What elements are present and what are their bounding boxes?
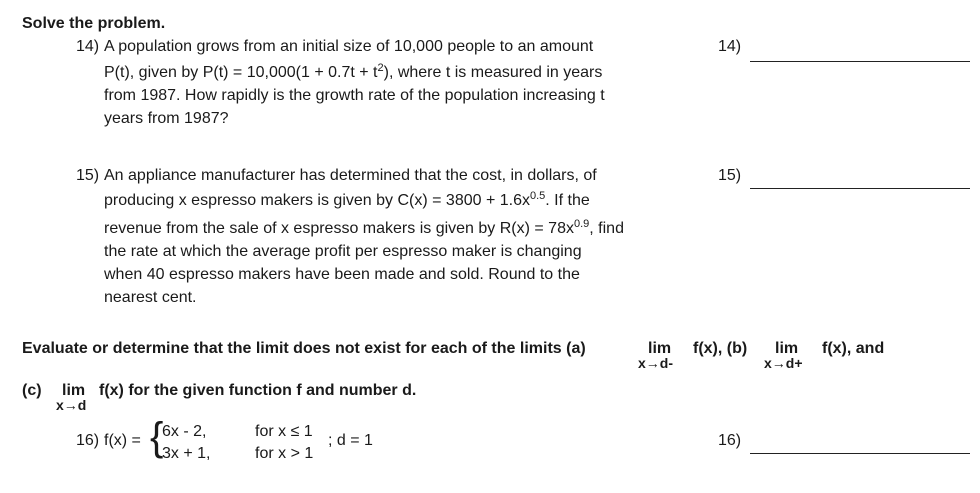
problem-15-line: revenue from the sale of x espresso makers is given by $R(x) = 78x^{0.9}$, find <box>104 218 624 237</box>
case-1-expr: 6x - 2, <box>162 423 207 440</box>
lim-a-fx: f(x), (b) <box>693 340 748 357</box>
problem-16-fx: f(x) = <box>104 432 141 449</box>
answer-14-line[interactable] <box>750 61 970 62</box>
problem-15-line: nearest cent. <box>104 289 197 306</box>
case-2-condition: for x > 1 <box>255 445 314 462</box>
lim-c-subscript: x→d <box>56 397 87 413</box>
problem-15-line: when 40 espresso makers have been made and sold. Round to the <box>104 266 580 283</box>
answer-16-label: 16) <box>718 432 742 449</box>
lim-a-label: lim <box>648 340 672 357</box>
part-c-text: f(x) for the given function f and number d. <box>99 382 417 399</box>
lim-b-subscript: x→d+ <box>764 355 803 371</box>
case-2-expr: 3x + 1, <box>162 445 211 462</box>
problem-16-number: 16) <box>76 432 100 449</box>
section2-instruction: Evaluate or determine that the limit does not exist for each of the limits (a) <box>22 340 586 357</box>
problem-14-number: 14) <box>76 38 100 55</box>
problem-15-line: the rate at which the average profit per espresso maker is changing <box>104 243 582 260</box>
answer-15-label: 15) <box>718 167 742 184</box>
problem-14-line: years from 1987? <box>104 110 229 127</box>
answer-15-line[interactable] <box>750 188 970 189</box>
problem-15-number: 15) <box>76 167 100 184</box>
case-1-condition: for x ≤ 1 <box>255 423 313 440</box>
problem-15-line: producing x espresso makers is given by $C(x) = 3800 + 1.6x^{0.5}$. If the <box>104 190 590 209</box>
problem-14-line: A population grows from an initial size of 10,000 people to an amount <box>104 38 594 55</box>
lim-b-label: lim <box>775 340 799 357</box>
d-value: ; d = 1 <box>328 432 373 449</box>
answer-16-line[interactable] <box>750 453 970 454</box>
lim-b-fx: f(x), and <box>822 340 885 357</box>
problem-14-line: P(t), given by $P(t) = 10,000(1 + 0.7t + t^2)$, where t is measured in years <box>104 62 603 81</box>
left-brace-icon: { <box>150 415 164 459</box>
answer-14-label: 14) <box>718 38 742 55</box>
problem-15-line: An appliance manufacturer has determined that the cost, in dollars, of <box>104 167 597 184</box>
problem-14-line: from 1987. How rapidly is the growth rate of the population increasing t <box>104 87 605 104</box>
lim-a-subscript: x→d- <box>638 355 673 371</box>
lim-c-label: lim <box>62 382 86 399</box>
section-heading: Solve the problem. <box>22 15 166 32</box>
part-c-label: (c) <box>22 382 42 399</box>
